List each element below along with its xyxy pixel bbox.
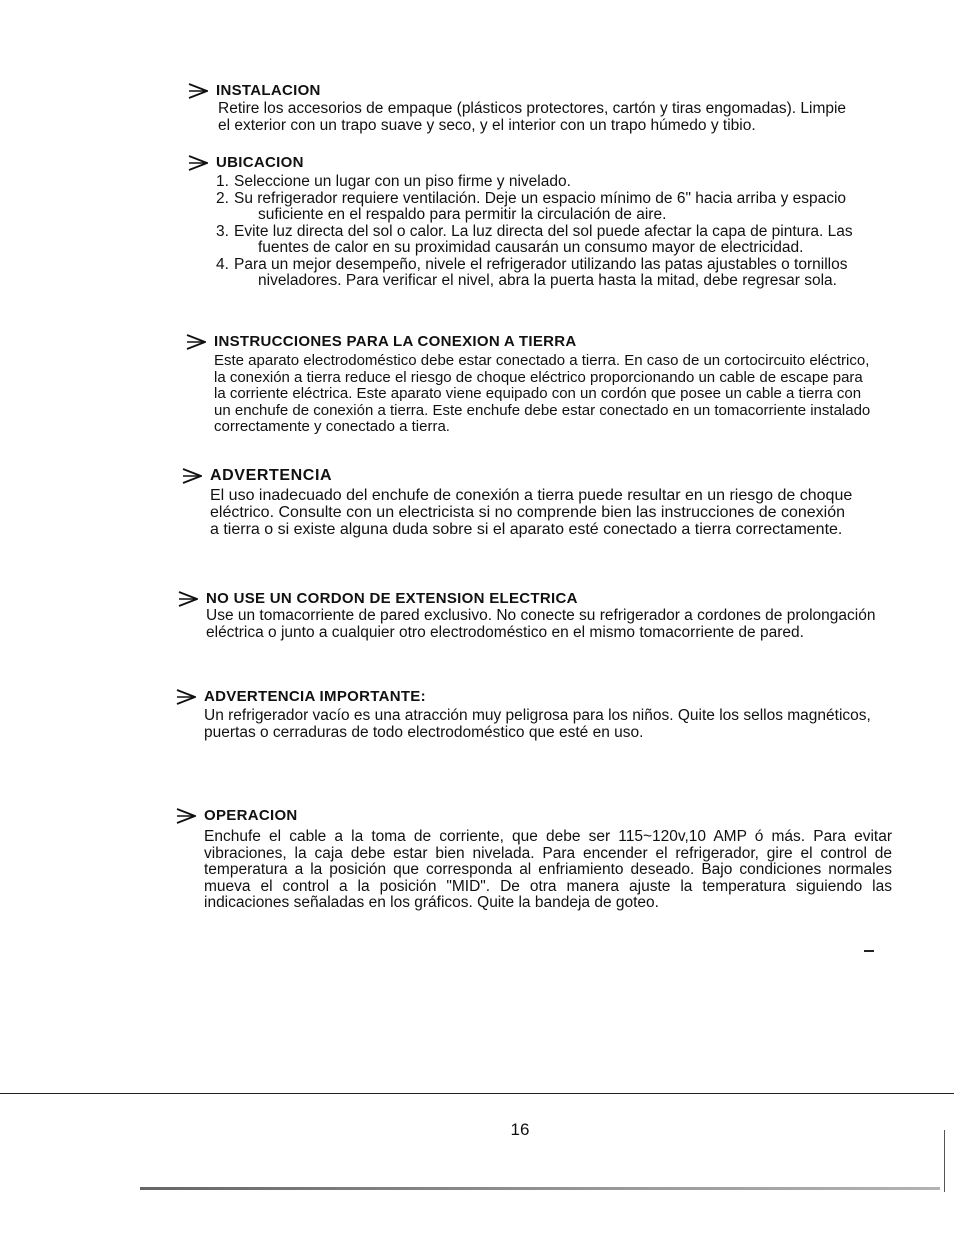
numbered-list — [216, 174, 908, 290]
body-line: El uso inadecuado del enchufe de conexión a tierra puede resultar en un riesgo de choque — [210, 487, 853, 504]
list-text: Su refrigerador requiere ventilación. Deje un espacio mínimo de 6" hacia arriba y espacio — [234, 189, 847, 207]
body-line: Un refrigerador vacío es una atracción muy peligrosa para los niños. Quite los sellos magnéticos, — [204, 707, 871, 724]
arrow-bullet-icon — [188, 155, 208, 171]
body-line: temperatura a la posición que corresponda al enfriamiento deseado. Bajo condiciones normales — [204, 861, 892, 878]
body-line: Retire los accesorios de empaque (plásticos protectores, cartón y tiras engomadas). Limpie — [218, 100, 847, 117]
body-line: correctamente y conectado a tierra. — [214, 418, 450, 435]
arrow-bullet-icon — [176, 689, 196, 705]
list-text: Para un mejor desempeño, nivele el refrigerador utilizando las patas ajustables o tornillos — [234, 255, 848, 273]
body-line: la conexión a tierra reduce el riesgo de choque eléctrico proporcionando un cable de escape para — [214, 368, 863, 386]
section-heading — [176, 807, 906, 825]
list-text: suficiente en el respaldo para permitir la circulación de aire. — [258, 206, 667, 223]
body-line: vibraciones, la caja debe estar bien nivelada. Para encender el refrigerador, gire el control de — [204, 844, 892, 862]
section-cordon-extension — [178, 590, 908, 641]
body-line: a tierra o si existe alguna duda sobre si el aparato esté conectado a tierra correctamente. — [210, 521, 843, 538]
list-number: 2. — [216, 189, 229, 207]
section-ubicacion — [188, 154, 908, 290]
section-heading — [178, 590, 908, 608]
list-item — [216, 257, 908, 290]
body-line: el exterior con un trapo suave y seco, y el interior con un trapo húmedo y tibio. — [218, 116, 756, 134]
arrow-bullet-icon — [176, 808, 196, 824]
list-text: fuentes de calor en su proximidad causarán un consumo mayor de electricidad. — [258, 239, 804, 256]
section-heading — [182, 467, 902, 485]
scan-mark — [864, 950, 874, 952]
heading-text: ADVERTENCIA — [210, 467, 333, 484]
scan-artifact-line — [140, 1187, 940, 1190]
arrow-bullet-icon — [188, 83, 208, 99]
arrow-bullet-icon — [186, 334, 206, 350]
body-line: eléctrico. Consulte con un electricista si no comprende bien las instrucciones de conexión — [210, 504, 846, 521]
heading-text: ADVERTENCIA IMPORTANTE: — [204, 688, 426, 705]
footer-rule — [0, 1093, 954, 1094]
scan-artifact-edge — [944, 1130, 945, 1192]
arrow-bullet-icon — [178, 591, 198, 607]
body-line: un enchufe de conexión a tierra. Este enchufe debe estar conectado en un tomacorriente instalado — [214, 401, 871, 419]
section-advertencia — [182, 467, 902, 538]
section-body — [204, 708, 906, 741]
list-text: niveladores. Para verificar el nivel, abra la puerta hasta la mitad, debe regresar sola. — [258, 272, 837, 289]
section-body — [218, 101, 908, 134]
body-line: Use un tomacorriente de pared exclusivo. No conecte su refrigerador a cordones de prolongación — [206, 607, 876, 624]
section-instalacion — [188, 82, 908, 134]
arrow-bullet-icon — [182, 468, 202, 484]
list-number: 4. — [216, 255, 229, 273]
body-line: mueva el control a la posición "MID". De otra manera ajuste la temperatura siguiendo las — [204, 877, 892, 895]
heading-text: NO USE UN CORDON DE EXTENSION ELECTRICA — [206, 590, 578, 607]
section-conexion-tierra — [186, 333, 916, 436]
section-advertencia-importante — [176, 688, 906, 741]
page-number: 16 — [510, 1120, 530, 1139]
list-number: 3. — [216, 222, 229, 240]
body-line: puertas o cerraduras de todo electrodoméstico que esté en uso. — [204, 723, 644, 741]
section-heading — [186, 333, 916, 351]
section-heading — [188, 82, 908, 100]
body-line: indicaciones señaladas en los gráficos. Quite la bandeja de goteo. — [204, 894, 659, 911]
heading-text: OPERACION — [204, 807, 298, 824]
list-item — [216, 174, 908, 191]
section-body — [204, 829, 892, 912]
heading-text: INSTRUCCIONES PARA LA CONEXION A TIERRA — [214, 333, 577, 350]
heading-text: INSTALACION — [216, 82, 321, 99]
section-body — [210, 487, 902, 538]
section-heading — [188, 154, 908, 172]
section-heading — [176, 688, 906, 706]
list-item — [216, 224, 908, 257]
body-line: la corriente eléctrica. Este aparato viene equipado con un cordón que posee un cable a tierra con — [214, 385, 862, 402]
list-text: Evite luz directa del sol o calor. La luz directa del sol puede afectar la capa de pintura. Las — [234, 222, 853, 240]
list-text: Seleccione un lugar con un piso firme y nivelado. — [234, 173, 571, 190]
section-operacion — [176, 807, 906, 912]
list-number: 1. — [216, 173, 229, 190]
body-line: Enchufe el cable a la toma de corriente, que debe ser 115~120v,10 AMP ó más. Para evitar — [204, 828, 892, 845]
section-body — [214, 353, 916, 436]
body-line: Este aparato electrodoméstico debe estar conectado a tierra. En caso de un cortocircuito eléctrico, — [214, 352, 870, 369]
list-item — [216, 191, 908, 224]
section-body — [206, 608, 908, 641]
heading-text: UBICACION — [216, 154, 304, 171]
body-line: eléctrica o junto a cualquier otro electrodoméstico en el mismo tomacorriente de pared. — [206, 623, 804, 641]
